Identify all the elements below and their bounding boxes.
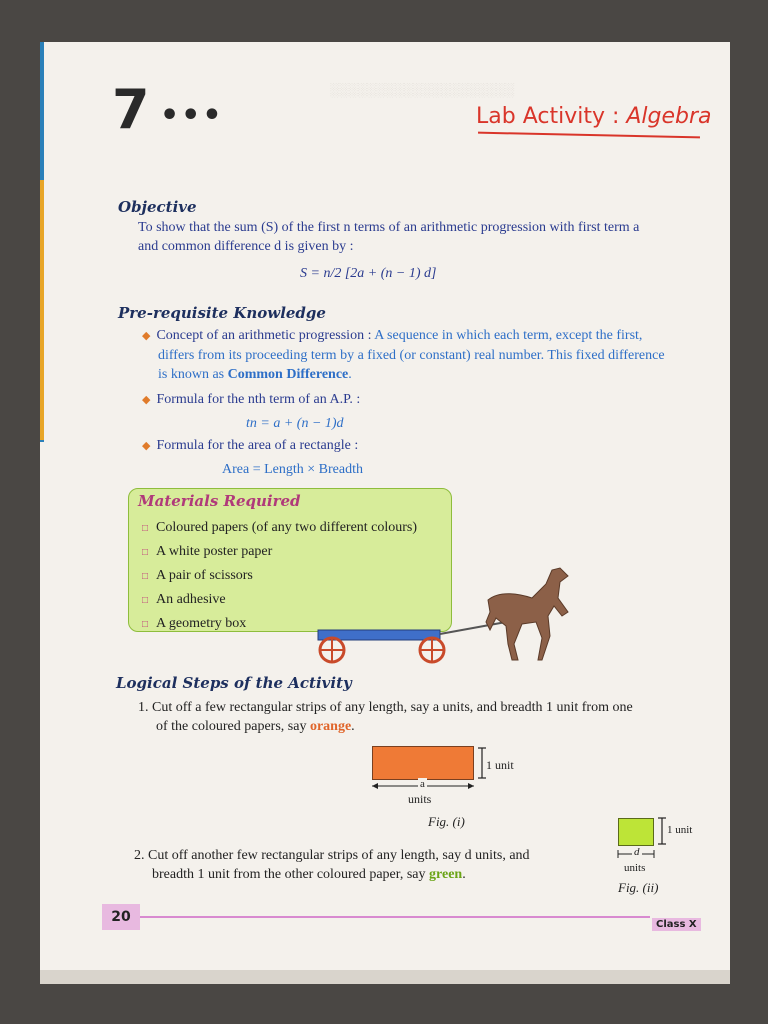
step2-end: . xyxy=(462,867,466,882)
fig1-unit-label: 1 unit xyxy=(486,758,514,772)
materials-item: □ A geometry box xyxy=(142,616,247,631)
wheel-icon xyxy=(320,638,344,662)
prereq-item1-c: differs from its proceeding term by a fixed (or constant) real number. This fixed difference xyxy=(158,348,665,363)
green-strip-figure xyxy=(618,818,654,846)
horse-silhouette xyxy=(486,568,568,660)
prereq-item1-d: is known as xyxy=(158,367,228,382)
materials-item: □ A white poster paper xyxy=(142,544,273,559)
page-edge-strip-2 xyxy=(40,180,44,440)
objective-heading: Objective xyxy=(118,198,197,216)
lab-title-italic: Algebra xyxy=(626,104,712,129)
footer-line xyxy=(140,916,650,918)
step1-line2: of the coloured papers, say xyxy=(156,719,310,734)
orange-strip-figure xyxy=(372,746,474,780)
prereq-item-3 xyxy=(142,436,358,456)
step2-line2: breadth 1 unit from the other coloured paper, say xyxy=(152,867,430,882)
step2-color: green xyxy=(429,867,463,882)
prereq-item2-formula: tn = a + (n − 1)d xyxy=(246,416,344,431)
page-bottom-edge xyxy=(40,970,730,984)
fig1-units-label: units xyxy=(408,792,432,806)
materials-item: □ A pair of scissors xyxy=(142,568,253,583)
lab-title xyxy=(476,104,712,129)
fig1-caption: Fig. (i) xyxy=(428,814,465,829)
step1-line1: 1. Cut off a few rectangular strips of any length, say a units, and breadth 1 unit from one xyxy=(138,700,633,715)
objective-text xyxy=(138,218,708,256)
ghost-text: ░░░░░░░░░░░░░░░░░░░░ xyxy=(330,82,515,97)
fig1-a-label: a xyxy=(420,778,425,790)
fig2-d-label: d xyxy=(634,846,640,858)
step1-color: orange xyxy=(309,719,352,734)
class-label: Class X xyxy=(652,918,701,931)
lab-title-plain: Lab Activity : xyxy=(476,104,627,129)
prereq-heading: Pre-requisite Knowledge xyxy=(118,304,326,322)
materials-heading: Materials Required xyxy=(138,492,301,510)
prereq-item1-f: . xyxy=(348,367,352,382)
fig2-unit-label: 1 unit xyxy=(667,824,693,836)
step2-line1: 2. Cut off another few rectangular strips of any length, say d units, and xyxy=(134,848,530,863)
prereq-item3-formula: Area = Length × Breadth xyxy=(222,462,363,477)
wheel-icon xyxy=(420,638,444,662)
page-number: 20 xyxy=(102,904,140,930)
objective-formula: S = n/2 [2a + (n − 1) d] xyxy=(300,266,437,281)
materials-item: □ An adhesive xyxy=(142,592,226,607)
prereq-item3-text: Formula for the area of a rectangle : xyxy=(156,438,359,453)
diamond-bullet-icon: ◆ xyxy=(142,440,151,452)
prereq-item1-b: A sequence in which each term, except the first, xyxy=(374,328,643,343)
fig2-caption: Fig. (ii) xyxy=(618,880,659,895)
prereq-item-2 xyxy=(142,390,360,410)
chapter-dots: ••• xyxy=(160,98,224,133)
step-2 xyxy=(134,846,604,884)
diamond-bullet-icon: ◆ xyxy=(142,330,151,342)
objective-line-1: To show that the sum (S) of the first n terms of an arithmetic progression with first term a xyxy=(138,220,640,235)
steps-heading: Logical Steps of the Activity xyxy=(116,674,352,692)
materials-item: □ Coloured papers (of any two different colours) xyxy=(142,520,418,535)
horse-cart-illustration xyxy=(310,560,580,670)
step-1 xyxy=(138,698,708,736)
step1-end: . xyxy=(351,719,355,734)
diamond-bullet-icon: ◆ xyxy=(142,394,151,406)
fig2-units-label: units xyxy=(624,862,646,874)
prereq-item-1 xyxy=(142,326,702,384)
objective-line-2: and common difference d is given by : xyxy=(138,239,354,254)
prereq-item1-a: Concept of an arithmetic progression : xyxy=(156,328,375,343)
prereq-item1-e: Common Difference xyxy=(227,367,349,382)
prereq-item2-text: Formula for the nth term of an A.P. : xyxy=(156,392,361,407)
chapter-number: 7 xyxy=(112,78,148,141)
